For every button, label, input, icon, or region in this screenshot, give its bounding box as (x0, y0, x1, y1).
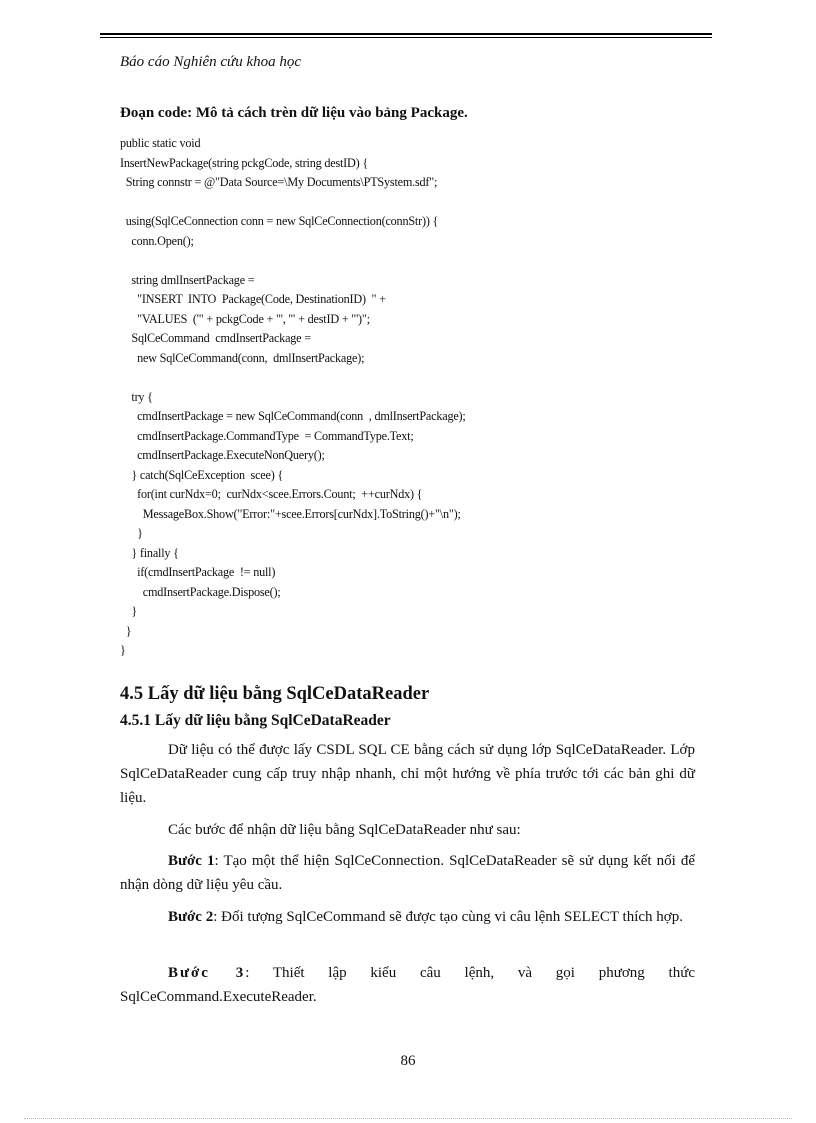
header-title: Báo cáo Nghiên cứu khoa học (120, 54, 302, 70)
code-line: cmdInsertPackage.CommandType = CommandType.Text; (120, 428, 414, 443)
code-line: MessageBox.Show("Error:"+scee.Errors[curNdx].ToString()+"\n"); (120, 506, 461, 521)
code-line: "INSERT INTO Package(Code, DestinationID) " + (120, 292, 386, 306)
header-rule-bottom (100, 37, 712, 38)
step-1-text: : Tạo một thể hiện SqlCeConnection. SqlCeDataReader sẽ sử dụng kết nối để nhận dòng dữ liệu yêu cầu. (120, 853, 695, 893)
code-line: public static void (120, 136, 201, 150)
code-line: for(int curNdx=0; curNdx<scee.Errors.Count; ++curNdx) { (120, 487, 423, 501)
code-line: String connstr = @"Data Source=\My Documents\PTSystem.sdf"; (120, 175, 438, 189)
step-2-label: Bước 2 (168, 909, 214, 925)
code-block (120, 134, 466, 661)
step-3-label: Bước 3 (168, 965, 246, 981)
intro-paragraph: Dữ liệu có thể được lấy CSDL SQL CE bằng cách sử dụng lớp SqlCeDataReader. Lớp SqlCeDataReader cung cấp truy nhập nhanh, chỉ một hướng về phía trước tới các bản ghi dữ liệu. (120, 742, 695, 806)
page-bottom-border (24, 1118, 792, 1119)
header-rule-top (100, 33, 712, 35)
code-line: InsertNewPackage(string pckgCode, string destID) { (120, 155, 368, 170)
step-1-label: Bước 1 (168, 853, 215, 869)
code-line: cmdInsertPackage.ExecuteNonQuery(); (120, 448, 325, 462)
subsection-heading: 4.5.1 Lấy dữ liệu bằng SqlCeDataReader (120, 712, 391, 729)
code-caption: Đoạn code: Mô tả cách trèn dữ liệu vào bảng Package. (120, 105, 468, 121)
code-line: if(cmdInsertPackage != null) (120, 565, 276, 579)
step-3-paragraph (120, 961, 695, 1009)
step-2-text: : Đối tượng SqlCeCommand sẽ được tạo cùng vi câu lệnh SELECT thích hợp. (213, 909, 683, 925)
code-line (120, 253, 123, 267)
page-number: 86 (400, 1053, 416, 1069)
step-1-paragraph (120, 849, 695, 897)
code-line: } finally { (120, 545, 179, 560)
code-line: using(SqlCeConnection conn = new SqlCeConnection(connStr)) { (120, 214, 439, 228)
code-line: conn.Open(); (120, 233, 194, 248)
code-line (120, 370, 123, 384)
code-line: SqlCeCommand cmdInsertPackage = (120, 331, 311, 345)
code-line: } (120, 643, 126, 657)
code-line: new SqlCeCommand(conn, dmlInsertPackage); (120, 350, 365, 365)
code-line (120, 195, 123, 209)
code-line: } (120, 526, 143, 540)
code-line: cmdInsertPackage = new SqlCeCommand(conn , dmlInsertPackage); (120, 409, 466, 423)
code-line: cmdInsertPackage.Dispose(); (120, 584, 281, 599)
code-line: try { (120, 389, 153, 404)
code-line: } catch(SqlCeException scee) { (120, 467, 284, 482)
section-heading: 4.5 Lấy dữ liệu bằng SqlCeDataReader (120, 684, 430, 704)
steps-intro-paragraph: Các bước để nhận dữ liệu bằng SqlCeDataReader như sau: (168, 822, 521, 838)
code-line: } (120, 604, 138, 618)
code-line: "VALUES ('" + pckgCode + "', '" + destID + "')"; (120, 311, 370, 326)
code-line: } (120, 623, 132, 638)
step-2-paragraph (120, 905, 695, 929)
code-line: string dmlInsertPackage = (120, 272, 255, 287)
step-3-text: : Thiết lập kiểu câu lệnh, và gọi phương thức SqlCeCommand.ExecuteReader. (120, 965, 695, 1005)
